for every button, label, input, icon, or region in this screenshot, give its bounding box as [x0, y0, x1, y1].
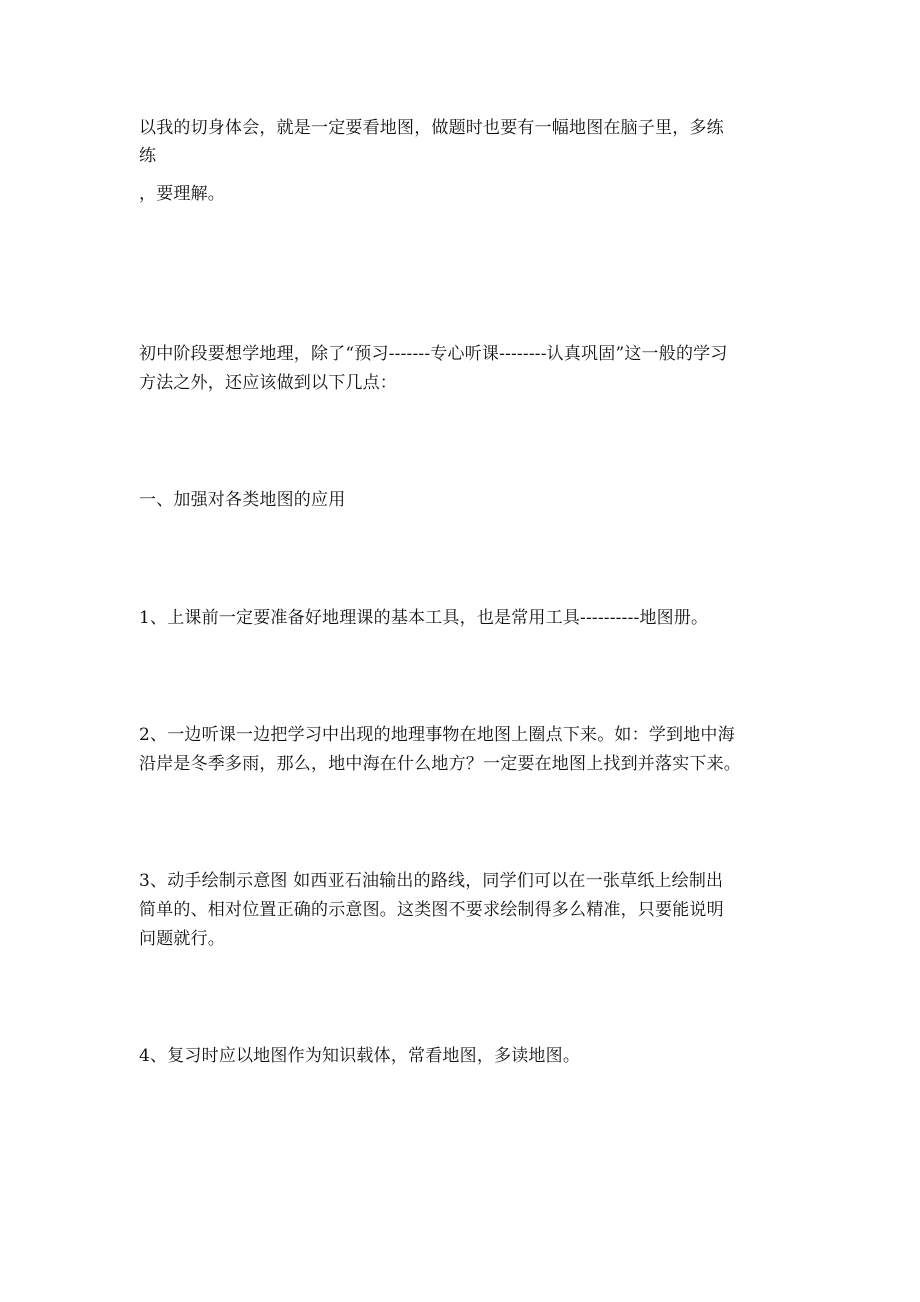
point-3-line-2: 简单的、相对位置正确的示意图。这类图不要求绘制得多么精准，只要能说明 [139, 900, 724, 920]
point-3-line-1: 3、动手绘制示意图 如西亚石油输出的路线，同学们可以在一张草纸上绘制出 [139, 871, 724, 891]
method-line-1: 初中阶段要想学地理，除了“预习-------专心听课--------认真巩固”这一般的学习 [139, 344, 728, 364]
intro-line-3: ，要理解。 [139, 184, 225, 204]
intro-line-1: 以我的切身体会，就是一定要看地图，做题时也要有一幅地图在脑子里，多练 [139, 118, 724, 138]
point-4-line-1: 4、复习时应以地图作为知识载体，常看地图，多读地图。 [139, 1046, 581, 1066]
section-heading: 一、加强对各类地图的应用 [139, 490, 346, 510]
point-1-line-1: 1、上课前一定要准备好地理课的基本工具，也是常用工具----------地图册。 [139, 608, 709, 628]
point-2-line-2: 沿岸是冬季多雨，那么，地中海在什么地方？一定要在地图上找到并落实下来。 [139, 754, 741, 774]
intro-line-2: 练 [139, 146, 157, 166]
point-2-line-1: 2、一边听课一边把学习中出现的地理事物在地图上圈点下来。如：学到地中海 [139, 725, 735, 745]
method-line-2: 方法之外，还应该做到以下几点： [139, 373, 397, 393]
point-3-line-3: 问题就行。 [139, 929, 225, 949]
